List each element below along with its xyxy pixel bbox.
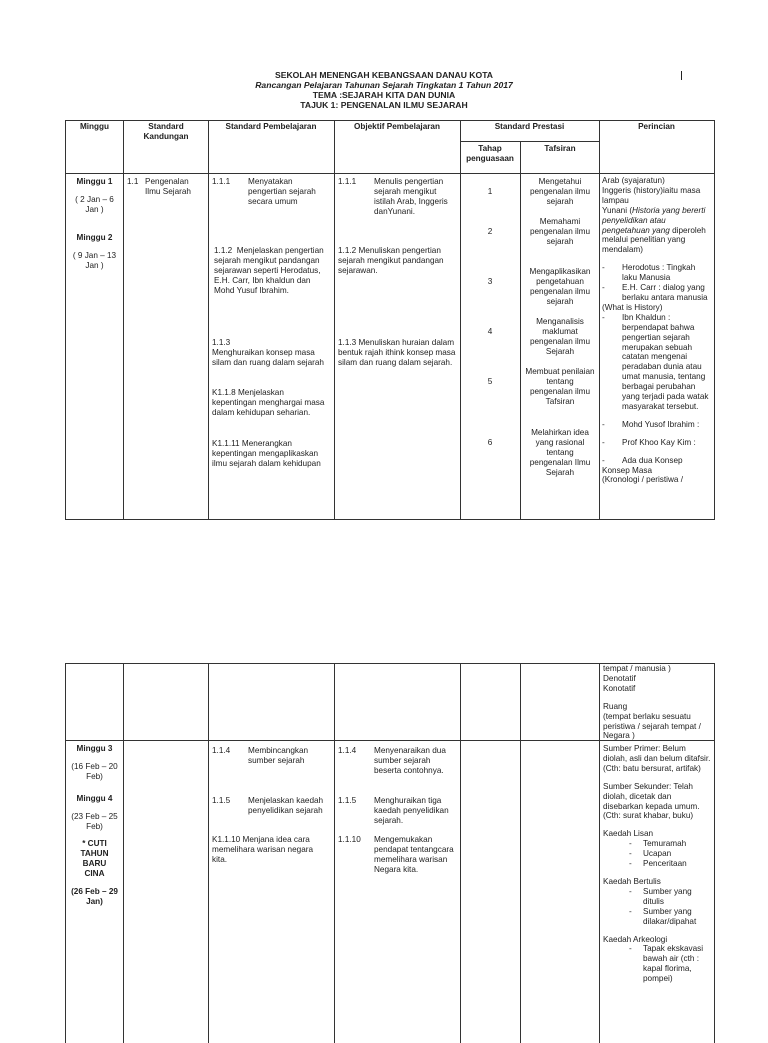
perincian-top: tempat / manusia ) Denotatif Konotatif Ruang (tempat berlaku sesuatu peristiwa / sejarah tempat / Negara ) <box>603 664 701 741</box>
col-tafsiran: Tafsiran <box>544 144 576 153</box>
col-standard-kandungan: Standard Kandungan <box>143 122 189 141</box>
pembelajaran-item: K1.1.8 Menjelaskan kepentingan menghargai masa dalam kehidupan seharian. <box>212 388 325 417</box>
tafsiran-value: Melahirkan idea yang rasional tentang pengenalan Ilmu Sejarah <box>529 428 591 477</box>
plan-title: Rancangan Pelajaran Tahunan Sejarah Tingkatan 1 Tahun 2017 <box>255 80 513 90</box>
lesson-table-1 <box>65 120 715 520</box>
holiday-label: * CUTI TAHUN BARU CINA <box>80 839 109 879</box>
perincian-bullet: - Mohd Yusof Ibrahim : <box>602 419 700 429</box>
week-label: Minggu 1 <box>76 177 113 186</box>
perincian-bullet: - Prof Khoo Kay Kim : <box>602 437 696 447</box>
perincian-bullet: - Ucapan <box>629 849 672 859</box>
objektif-item: 1.1.2 Menuliskan pengertian sejarah mengikut pandangan sejarawan. <box>338 246 444 275</box>
col-standard-prestasi: Standard Prestasi <box>494 122 565 131</box>
col-standard-pembelajaran: Standard Pembelajaran <box>225 122 317 131</box>
perincian-block: Arab (syajaratun) Inggeris (history)iaitu masa lampau Yunani (Historia yang bererti penyelidikan atau pengetahuan yang diperoleh melalui penelitian yang mendalam) - Herodotus : Tingkah laku Manusia - E.H. Carr : dialog yang berlaku antara manusia (What is History) - Ibn Khaldun : berpendapat bahwa pengertian sejarah merupakan sebuah catatan mengenai peradaban dunia atau umat manusia, tentang berbagai perubahan yang terjadi pada watak masyarakat tersebut. - Mohd Yusof Ibrahim : - Prof Khoo Kay Kim : - Ada dua Konsep Konsep Masa (Kronologi / peristiwa / <box>602 176 712 485</box>
week-dates: ( 9 Jan – 13 Jan ) <box>72 250 117 270</box>
perincian-bullet: - Ada dua Konsep <box>602 455 683 465</box>
tafsiran-value: Mengetahui pengenalan ilmu sejarah <box>529 177 591 206</box>
week-label: Minggu 3 <box>76 744 113 753</box>
tahap-value: 2 <box>487 227 493 236</box>
week-dates: ( 2 Jan – 6 Jan ) <box>75 194 114 214</box>
pembelajaran-item: K1.1.11 Menerangkan kepentingan mengaplikaskan ilmu sejarah dalam kehidupan <box>212 439 321 468</box>
col-objektif: Objektif Pembelajaran <box>353 122 440 131</box>
tahap-value: 3 <box>487 277 493 286</box>
week-block <box>68 177 121 270</box>
perincian-bullet: - Sumber yang ditulis <box>629 886 692 906</box>
tahap-value: 6 <box>487 438 493 447</box>
week-label: Minggu 4 <box>76 793 113 803</box>
holiday-dates: (26 Feb – 29 Jan) <box>71 887 118 906</box>
perincian-block: Sumber Primer: Belum diolah, asli dan belum ditafsir. (Cth: batu bersurat, artifak) Sumber Sekunder: Telah diolah, dicetak dan disebarkan kepada umum. (Cth: surat khabar, buku) Kaedah Lisan - Temuramah - Ucapan - Penceritaan Kaedah Bertulis - Sumber yang ditulis - Sumber yang dilakar/dipahat Kaedah Arkeologi - Tapak ekskavasi bawah air (cth : kapal florima, pompei) <box>603 744 711 984</box>
perincian-bullet: - E.H. Carr : dialog yang berlaku antara manusia <box>602 283 708 302</box>
school-name: SEKOLAH MENENGAH KEBANGSAAN DANAU KOTA <box>274 70 494 80</box>
col-tahap: Tahap penguasaan <box>466 144 514 163</box>
col-perincian: Perincian <box>638 122 675 131</box>
perincian-bullet: - Tapak ekskavasi bawah air (cth : kapal florima, pompei) <box>629 944 704 984</box>
week-block <box>68 744 121 907</box>
perincian-bullet: - Herodotus : Tingkah laku Manusia <box>602 263 696 283</box>
theme-title: TEMA :SEJARAH KITA DAN DUNIA <box>312 90 456 100</box>
lesson-table-2 <box>65 663 715 1043</box>
objektif-item: 1.1.1 Menulis pengertian sejarah mengikut istilah Arab, Inggeris danYunani. <box>338 177 448 216</box>
pembelajaran-list <box>212 177 330 207</box>
week-label: Minggu 2 <box>76 232 113 242</box>
col-minggu: Minggu <box>79 122 110 131</box>
pembelajaran-item: 1.1.3 Menghuraikan konsep masa silam dan ruang dalam sejarah <box>212 338 324 367</box>
perincian-bullet: - Sumber yang dilakar/dipahat <box>629 906 697 926</box>
pembelajaran-item: K1.1.10 Menjana idea cara memelihara warisan negara kita. <box>212 835 314 864</box>
perincian-bullet: - Temuramah <box>629 839 687 849</box>
week-dates: (23 Feb – 25 Feb) <box>71 811 118 831</box>
document-header <box>0 70 768 110</box>
tahap-value: 5 <box>487 377 493 386</box>
pembelajaran-item: 1.1.5 Menjelaskan kaedah penyelidikan sejarah <box>212 796 324 815</box>
tafsiran-value: Menganalisis maklumat pengenalan ilmu Sejarah <box>529 317 591 356</box>
pembelajaran-item: 1.1.4 Membincangkan sumber sejarah <box>212 746 309 765</box>
pembelajaran-item: 1.1.1 Menyatakan pengertian sejarah secara umum <box>212 177 316 206</box>
objektif-item: 1.1.5 Menghuraikan tiga kaedah penyelidikan sejarah. <box>338 796 449 825</box>
text-cursor <box>681 71 682 80</box>
week-dates: (16 Feb – 20 Feb) <box>71 761 118 781</box>
tafsiran-value: Mengaplikasikan pengetahuan pengenalan ilmu sejarah <box>529 267 591 306</box>
pembelajaran-item: 1.1.2 Menjelaskan pengertian sejarah mengikut pandangan sejarawan seperti Herodatus, E.H. Carr, Ibn khaldun dan Mohd Yusuf Ibrahim. <box>214 246 324 295</box>
objektif-item: 1.1.4 Menyenaraikan dua sumber sejarah beserta contohnya. <box>338 746 446 775</box>
objektif-item: 1.1.10 Mengemukakan pendapat tentangcara memelihara warisan Negara kita. <box>338 835 454 874</box>
tafsiran-value: Membuat penilaian tentang pengenalan ilmu Tafsiran <box>525 367 595 406</box>
tahap-value: 4 <box>487 327 493 336</box>
topic-title: TAJUK 1: PENGENALAN ILMU SEJARAH <box>300 100 468 110</box>
perincian-bullet: - Penceritaan <box>629 859 687 869</box>
perincian-bullet: - Ibn Khaldun : berpendapat bahwa pengertian sejarah merupakan sebuah catatan mengenai peradaban dunia atau umat manusia, tentang berbagai perubahan yang terjadi pada watak masyarakat tersebut. <box>602 312 709 411</box>
tafsiran-value: Memahami pengenalan ilmu sejarah <box>529 217 591 246</box>
tahap-value: 1 <box>487 187 493 196</box>
kandungan-item: 1.1 Pengenalan Ilmu Sejarah <box>127 177 191 196</box>
objektif-item: 1.1.3 Menuliskan huraian dalam bentuk rajah ithink konsep masa silam dan ruang dalam sejarah. <box>338 338 456 367</box>
